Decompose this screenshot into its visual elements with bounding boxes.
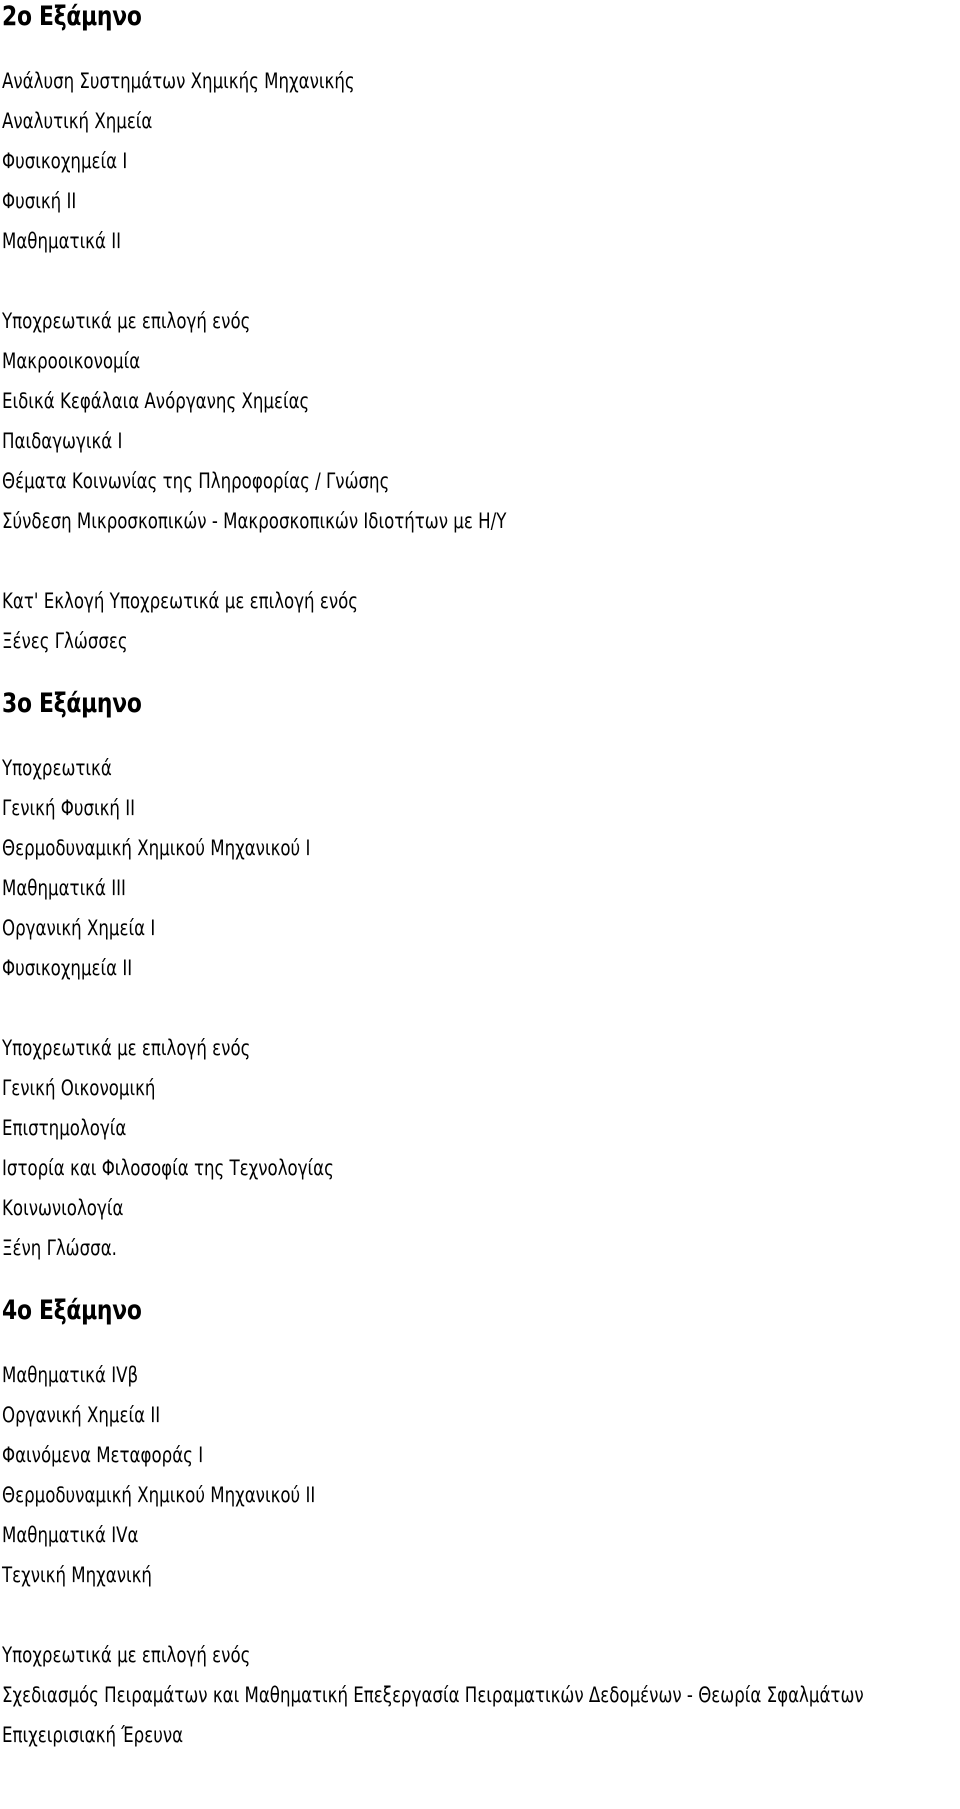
course-item: Θερμοδυναμική Χημικού Μηχανικού ΙΙ: [2, 1483, 316, 1507]
course-item: Παιδαγωγικά Ι: [2, 429, 123, 453]
course-item: Ξένη Γλώσσα.: [2, 1236, 117, 1260]
course-item: Κοινωνιολογία: [2, 1196, 124, 1220]
semester-4-heading: 4ο Εξάμηνο: [2, 1295, 142, 1326]
course-item: Ξένες Γλώσσες: [2, 629, 128, 653]
course-item: Σχεδιασμός Πειραμάτων και Μαθηματική Επεξεργασία Πειραματικών Δεδομένων - Θεωρία Σφαλμάτων: [2, 1683, 864, 1707]
course-item: Οργανική Χημεία ΙΙ: [2, 1403, 161, 1427]
course-item: Ανάλυση Συστημάτων Χημικής Μηχανικής: [2, 69, 355, 93]
course-item: Φυσική ΙΙ: [2, 189, 77, 213]
course-item: Τεχνική Μηχανική: [2, 1563, 152, 1587]
course-item: Ιστορία και Φιλοσοφία της Τεχνολογίας: [2, 1156, 334, 1180]
semester-2-heading: 2ο Εξάμηνο: [2, 1, 142, 32]
course-item: Μαθηματικά ΙVβ: [2, 1363, 139, 1387]
course-item: Ειδικά Κεφάλαια Ανόργανης Χημείας: [2, 389, 310, 413]
course-item: Θέματα Κοινωνίας της Πληροφορίας / Γνώσης: [2, 469, 390, 493]
group-label: Υποχρεωτικά με επιλογή ενός: [2, 1643, 251, 1667]
group-label: Υποχρεωτικά με επιλογή ενός: [2, 1036, 251, 1060]
course-item: Φυσικοχημεία Ι: [2, 149, 128, 173]
course-item: Επιχειρισιακή Έρευνα: [2, 1723, 184, 1747]
course-item: Θερμοδυναμική Χημικού Μηχανικού Ι: [2, 836, 311, 860]
course-item: Μακροοικονομία: [2, 349, 141, 373]
course-item: Οργανική Χημεία Ι: [2, 916, 156, 940]
course-item: Επιστημολογία: [2, 1116, 127, 1140]
course-item: Μαθηματικά ΙΙΙ: [2, 876, 126, 900]
course-item: Φαινόμενα Μεταφοράς Ι: [2, 1443, 204, 1467]
group-label: Κατ' Εκλογή Υποχρεωτικά με επιλογή ενός: [2, 589, 359, 613]
course-item: Σύνδεση Μικροσκοπικών - Μακροσκοπικών Ιδιοτήτων με Η/Υ: [2, 509, 507, 533]
group-label: Υποχρεωτικά με επιλογή ενός: [2, 309, 251, 333]
course-item: Φυσικοχημεία ΙΙ: [2, 956, 133, 980]
course-item: Μαθηματικά ΙΙ: [2, 229, 122, 253]
course-item: Αναλυτική Χημεία: [2, 109, 153, 133]
semester-3-heading: 3ο Εξάμηνο: [2, 688, 142, 719]
course-item: Γενική Φυσική ΙΙ: [2, 796, 136, 820]
group-label: Υποχρεωτικά: [2, 756, 112, 780]
course-item: Γενική Οικονομική: [2, 1076, 156, 1100]
course-item: Μαθηματικά ΙVα: [2, 1523, 139, 1547]
